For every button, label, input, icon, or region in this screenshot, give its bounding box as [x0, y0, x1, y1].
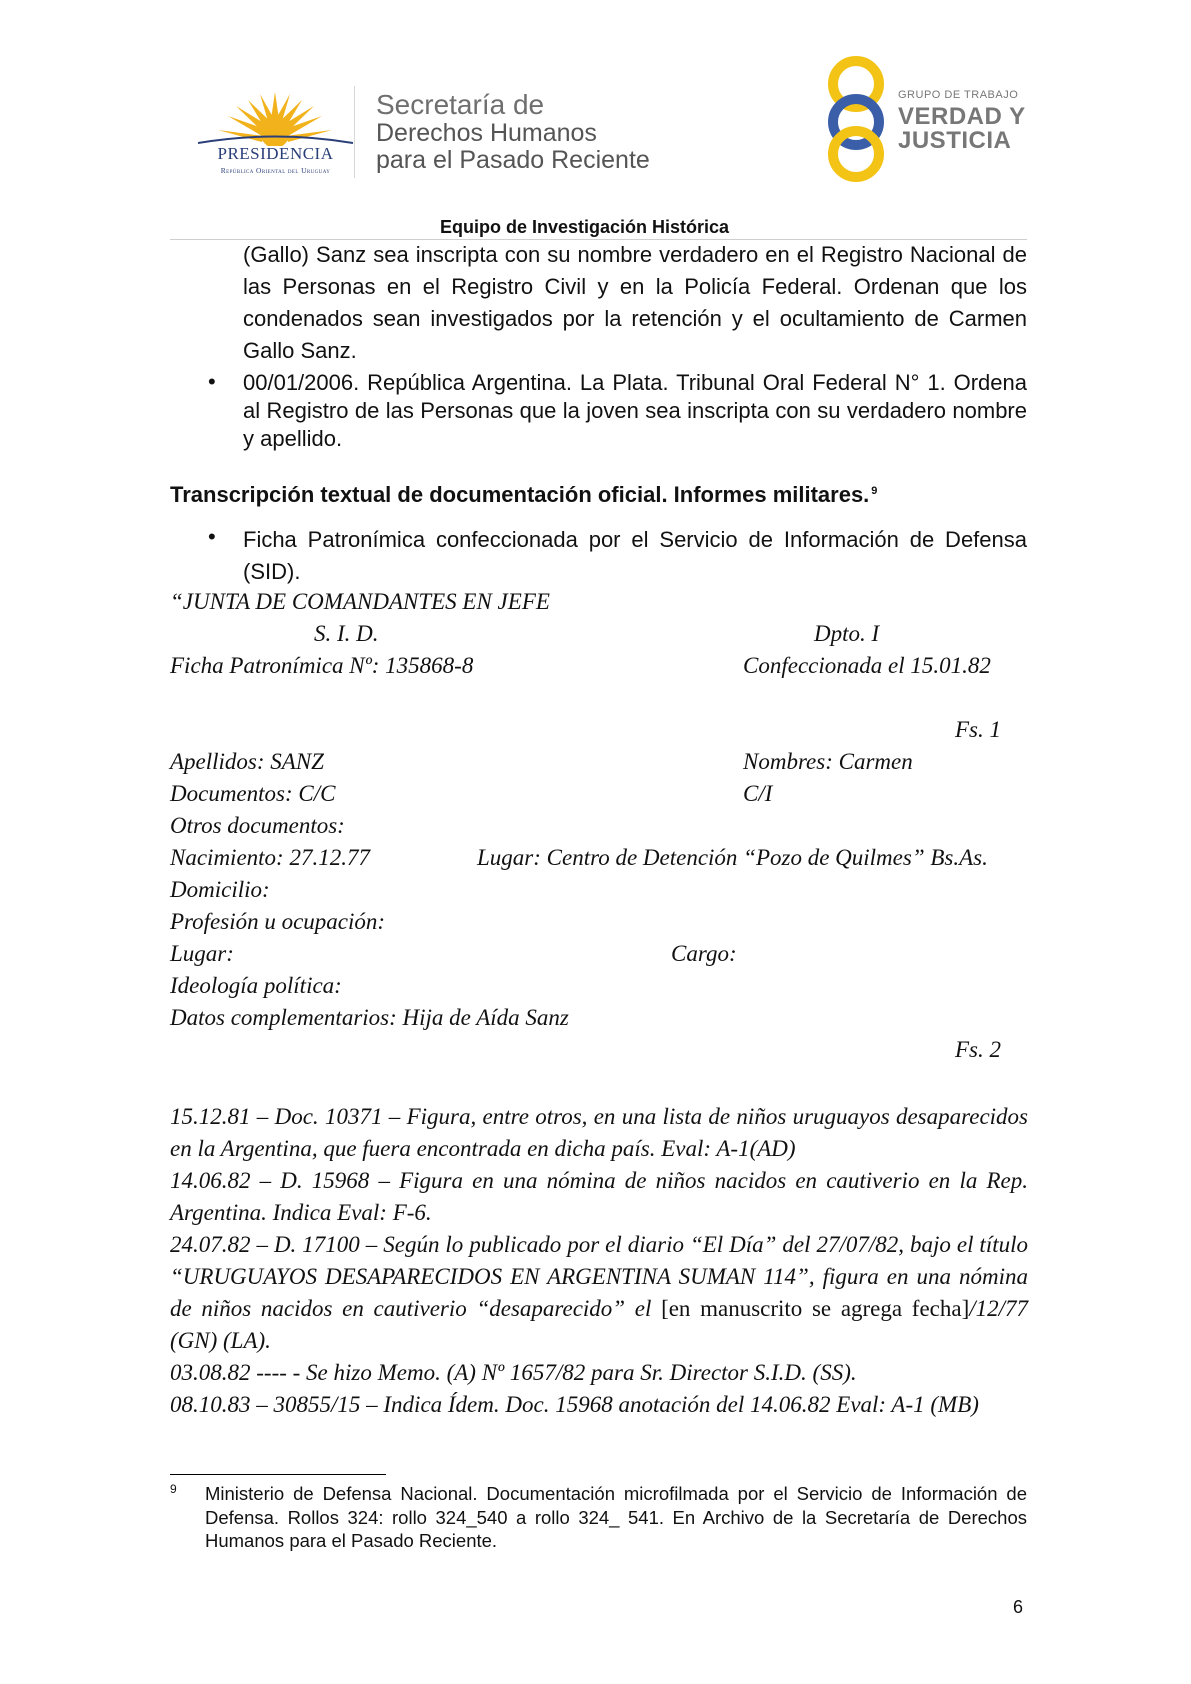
ficha-dpto: Dpto. I: [814, 621, 880, 646]
page-number: 6: [1013, 1597, 1024, 1617]
ficha-otros: Otros documentos:: [170, 813, 345, 838]
ficha-ideologia: Ideología política:: [170, 973, 342, 998]
justicia-label: JUSTICIA: [898, 127, 1012, 154]
secretaria-line3: para el Pasado Reciente: [376, 146, 650, 174]
ficha-documentos: Documentos: C/C: [170, 781, 336, 806]
verdad-label: VERDAD Y: [898, 103, 1026, 130]
list-item-tribunal: 00/01/2006. República Argentina. La Plata. Tribunal Oral Federal N° 1. Ordena al Registro de las Personas que la joven sea inscripta con su verdadero nombre y apellido.: [243, 370, 1027, 451]
entry-3: [170, 1229, 1028, 1357]
bullet-marker: •: [208, 524, 216, 549]
ficha-fs1: Fs. 1: [955, 717, 1001, 742]
presidencia-label: PRESIDENCIA: [217, 144, 334, 163]
footnote-number: 9: [170, 1482, 177, 1496]
footnote-rule: [170, 1474, 386, 1475]
entry-5: 08.10.83 – 30855/15 – Indica Ídem. Doc. 15968 anotación del 14.06.82 Eval: A-1 (MB): [170, 1392, 979, 1417]
bullet-marker: •: [208, 369, 216, 394]
linked-rings-icon: [818, 56, 894, 182]
secretaria-title: [376, 90, 706, 174]
header-divider: [354, 86, 355, 178]
ficha-junta: “JUNTA DE COMANDANTES EN JEFE: [170, 589, 550, 614]
entry-3-end: /12/77 (GN) (LA).: [170, 1296, 1029, 1353]
verdad-justicia-logo: [818, 56, 1048, 182]
section-title: [170, 482, 1030, 508]
ficha-profesion: Profesión u ocupación:: [170, 909, 386, 934]
sun-icon: [198, 86, 353, 146]
footnote-ref[interactable]: 9: [871, 484, 878, 497]
ficha-datos: Datos complementarios: Hija de Aída Sanz: [170, 1005, 569, 1030]
ficha-ci: C/I: [743, 781, 773, 806]
team-title: Equipo de Investigación Histórica: [440, 217, 730, 237]
secretaria-line2: Derechos Humanos: [376, 119, 597, 147]
entry-1: 15.12.81 – Doc. 10371 – Figura, entre otros, en una lista de niños uruguayos desaparecidos en la Argentina, que fuera encontrada en dicha país. Eval: A-1(AD): [170, 1104, 1028, 1161]
ficha-sid: S. I. D.: [314, 621, 379, 646]
grupo-label: GRUPO DE TRABAJO: [898, 89, 1019, 101]
ficha-lugar: Lugar:: [170, 941, 234, 966]
secretaria-line1: Secretaría de: [376, 89, 545, 120]
footnote-text: Ministerio de Defensa Nacional. Documentación microfilmada por el Servicio de Información de Defensa. Rollos 324: rollo 324_540 a rollo 324_ 541. En Archivo de la Secretaría de Derechos Humanos para el Pasado Reciente.: [205, 1483, 1027, 1551]
republica-label: República Oriental del Uruguay: [220, 166, 331, 175]
entry-3-text: 24.07.82 – D. 17100 – Según lo publicado por el diario “El Día” del 27/07/82, bajo el título “URUGUAYOS DESAPARECIDOS EN ARGENTINA SUMAN 114”, figura en una nómina de niños nacidos en cautiverio “desaparecido” el: [170, 1232, 1028, 1321]
ficha-nombres: Nombres: Carmen: [743, 749, 913, 774]
list-item-ficha: Ficha Patronímica confeccionada por el Servicio de Información de Defensa (SID).: [243, 527, 1027, 584]
continuation-paragraph: (Gallo) Sanz sea inscripta con su nombre verdadero en el Registro Nacional de las Personas en el Registro Civil y en la Policía Federal. Ordenan que los condenados sean investigados por la retención y el ocultamiento de Carmen Gallo Sanz.: [243, 242, 1027, 363]
presidencia-logo: [198, 86, 353, 176]
ficha-confeccionada: Confeccionada el 15.01.82: [743, 653, 991, 678]
section-title-text: Transcripción textual de documentación oficial. Informes militares.: [170, 482, 870, 507]
entry-3-manuscript-note: [en manuscrito se agrega fecha]: [661, 1296, 970, 1321]
entry-4: 03.08.82 ---- - Se hizo Memo. (A) Nº 1657/82 para Sr. Director S.I.D. (SS).: [170, 1360, 857, 1385]
ficha-number: Ficha Patronímica Nº: 135868-8: [170, 653, 474, 678]
entry-2: 14.06.82 – D. 15968 – Figura en una nómina de niños nacidos en cautiverio en la Rep. Argentina. Indica Eval: F-6.: [170, 1168, 1028, 1225]
ficha-nacimiento: Nacimiento: 27.12.77: [170, 845, 370, 870]
ficha-apellidos: Apellidos: SANZ: [170, 749, 324, 774]
ficha-fs2: Fs. 2: [955, 1037, 1001, 1062]
ficha-domicilio: Domicilio:: [170, 877, 270, 902]
ficha-cargo: Cargo:: [671, 941, 737, 966]
ficha-lugar-nacimiento: Lugar: Centro de Detención “Pozo de Quilmes” Bs.As.: [477, 845, 988, 870]
